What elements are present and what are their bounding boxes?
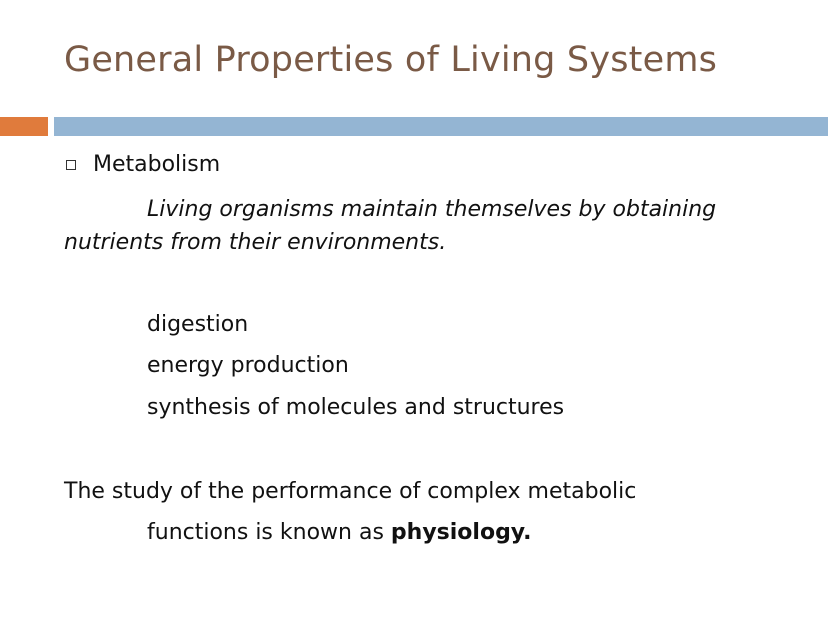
slide-title: General Properties of Living Systems bbox=[64, 40, 718, 80]
physiology-term: physiology. bbox=[390, 520, 532, 545]
bullet-text: Metabolism bbox=[93, 152, 221, 177]
definition-line-2: nutrients from their environments. bbox=[64, 230, 447, 255]
study-line-1: The study of the performance of complex metabolic bbox=[64, 479, 637, 504]
process-item-synthesis: synthesis of molecules and structures bbox=[147, 395, 565, 420]
definition-line-1: Living organisms maintain themselves by obtaining bbox=[147, 197, 717, 222]
study-line-2 bbox=[147, 522, 532, 544]
square-bullet-icon bbox=[66, 160, 76, 170]
process-item-energy-production: energy production bbox=[147, 353, 349, 378]
process-item-digestion: digestion bbox=[147, 312, 249, 337]
bullet-metabolism bbox=[66, 152, 220, 177]
study-line-2-prefix: functions is known as bbox=[147, 520, 391, 545]
